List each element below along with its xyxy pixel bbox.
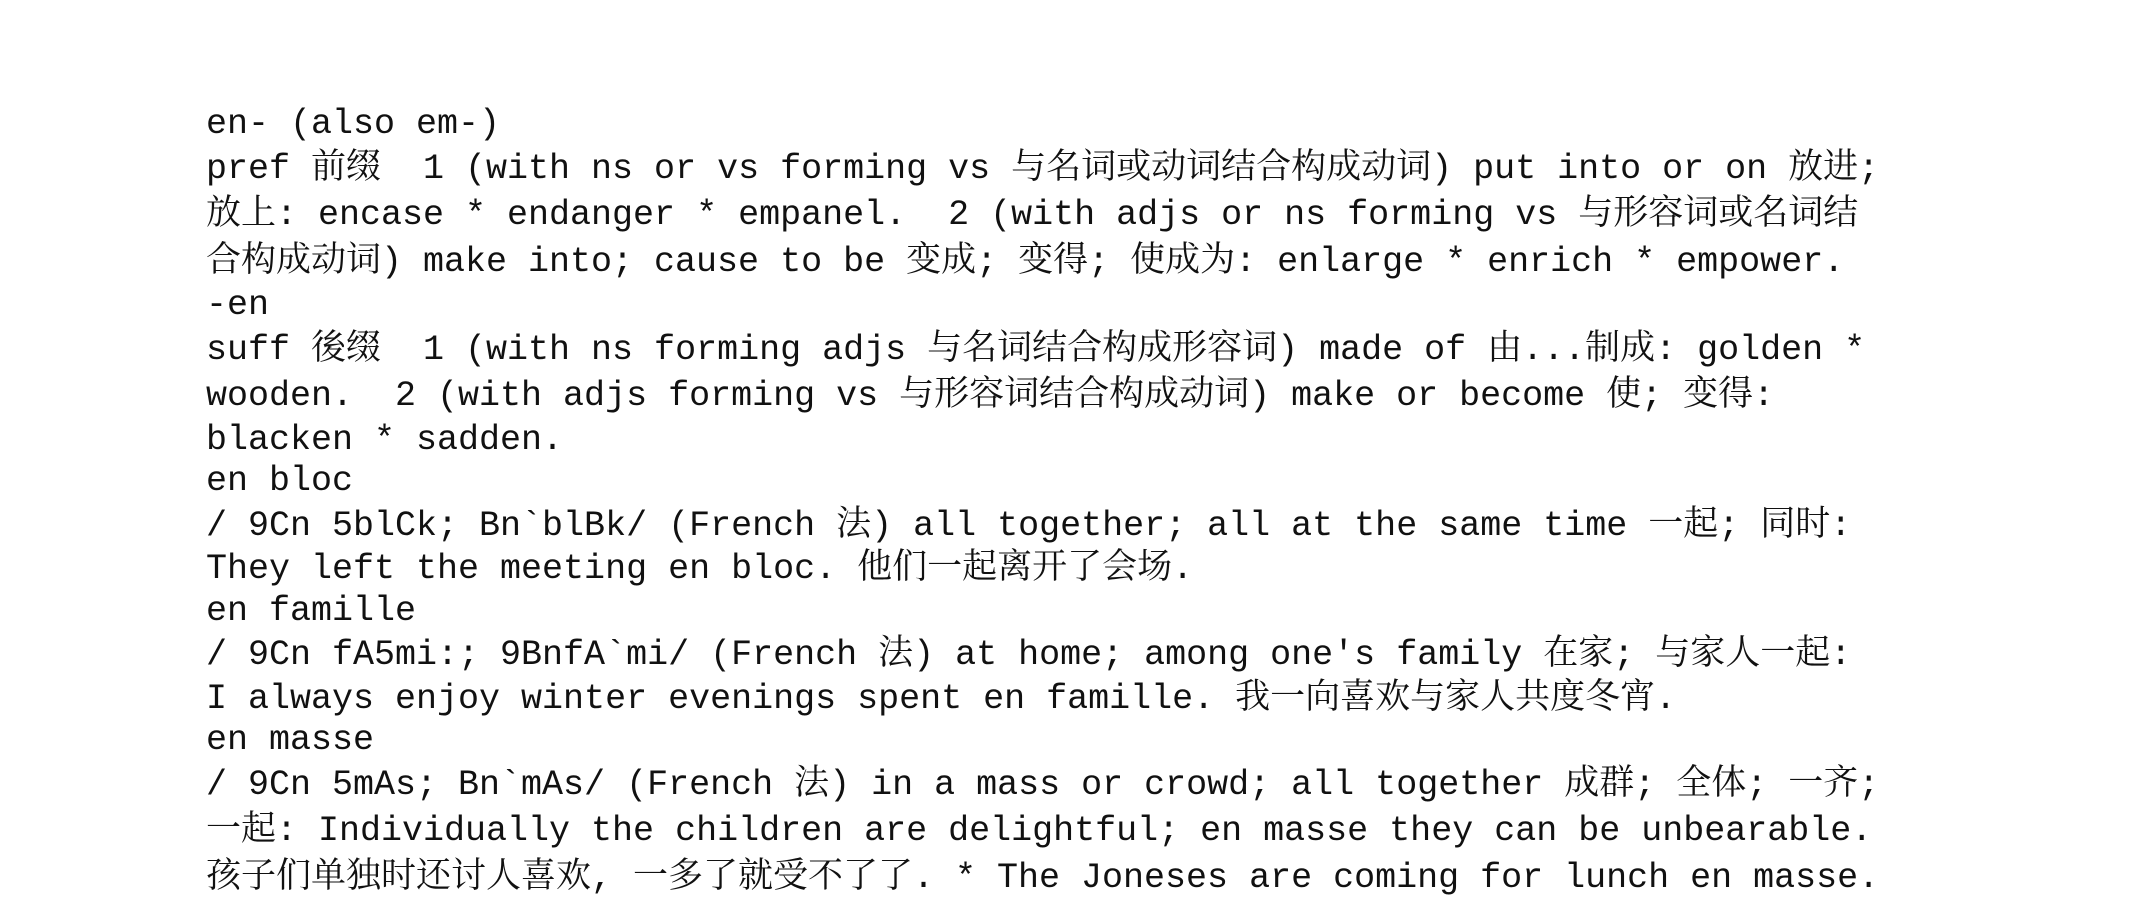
definition-line: wooden. 2 (with adjs forming vs 与形容词结合构成动词) make or become 使; 变得: (206, 373, 2106, 420)
headword: en masse (206, 720, 2106, 762)
dictionary-page (206, 104, 2106, 901)
definition-line: 一起: Individually the children are delightful; en masse they can be unbearable. (206, 808, 2106, 855)
headword: -en (206, 285, 2106, 327)
definition-line: 孩子们单独时还讨人喜欢, 一多了就受不了了. * The Joneses are coming for lunch en masse. (206, 855, 2106, 901)
definition-line: blacken * sadden. (206, 420, 2106, 462)
headword: en famille (206, 591, 2106, 633)
dictionary-entry-en-bloc (206, 461, 2106, 591)
definition-line: pref 前缀 1 (with ns or vs forming vs 与名词或动词结合构成动词) put into or on 放进; (206, 146, 2106, 193)
definition-line: / 9Cn fA5mi:; 9BnfA`mi/ (French 法) at home; among one's family 在家; 与家人一起: (206, 632, 2106, 679)
definition-line: I always enjoy winter evenings spent en famille. 我一向喜欢与家人共度冬宵. (206, 679, 2106, 721)
headword: en- (also em-) (206, 104, 2106, 146)
definition-line: 合构成动词) make into; cause to be 变成; 变得; 使成为: enlarge * enrich * empower. (206, 239, 2106, 286)
headword: en bloc (206, 461, 2106, 503)
definition-line: / 9Cn 5blCk; Bn`blBk/ (French 法) all together; all at the same time 一起; 同时: (206, 503, 2106, 550)
definition-line: suff 後缀 1 (with ns forming adjs 与名词结合构成形容词) made of 由...制成: golden * (206, 327, 2106, 374)
definition-line: 放上: encase * endanger * empanel. 2 (with adjs or ns forming vs 与形容词或名词结 (206, 192, 2106, 239)
dictionary-entry-en-famille (206, 591, 2106, 721)
dictionary-entry-en-masse (206, 720, 2106, 901)
dictionary-entry-en-suffix (206, 285, 2106, 461)
dictionary-entry-en-prefix (206, 104, 2106, 285)
definition-line: / 9Cn 5mAs; Bn`mAs/ (French 法) in a mass or crowd; all together 成群; 全体; 一齐; (206, 762, 2106, 809)
definition-line: They left the meeting en bloc. 他们一起离开了会场. (206, 549, 2106, 591)
